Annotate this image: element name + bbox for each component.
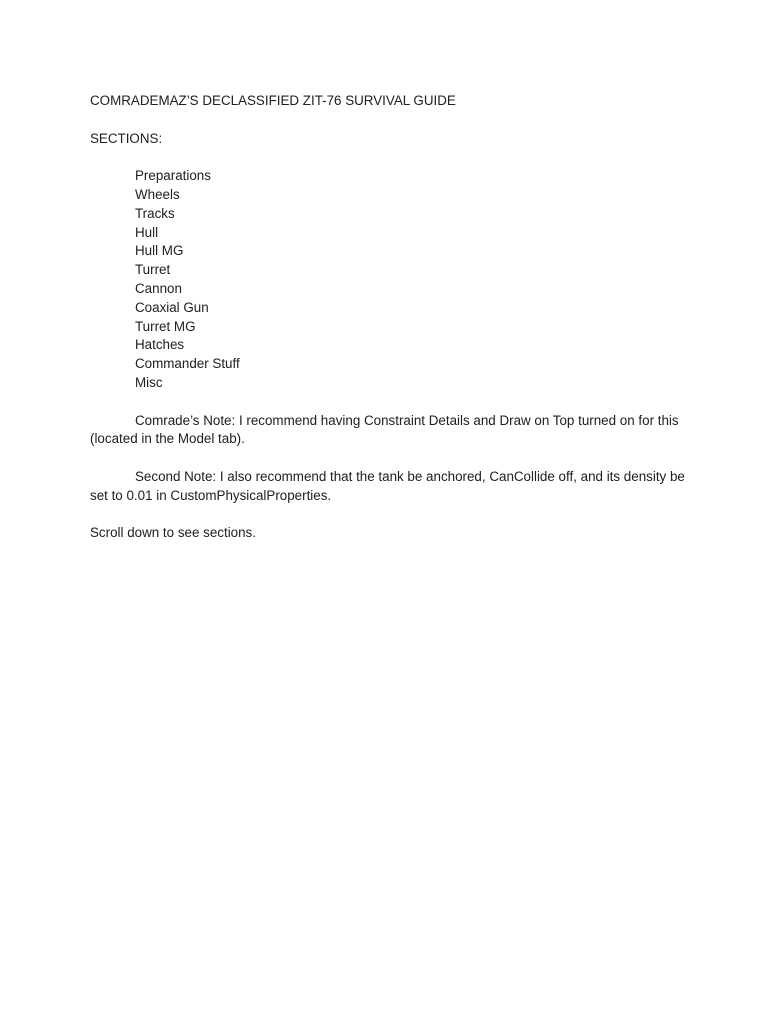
list-item-turret-mg: Turret MG <box>135 318 196 334</box>
scroll-hint: Scroll down to see sections. <box>90 525 256 541</box>
list-item-coaxial-gun: Coaxial Gun <box>135 299 209 315</box>
document-page <box>90 92 690 543</box>
list-item-misc: Misc <box>135 374 163 390</box>
list-item-preparations: Preparations <box>135 168 211 184</box>
list-item-hatches: Hatches <box>135 337 185 353</box>
sections-heading: SECTIONS: <box>90 130 163 146</box>
list-item-turret: Turret <box>135 262 171 278</box>
list-item-hull: Hull <box>135 224 159 240</box>
document-title: COMRADEMAZ’S DECLASSIFIED ZIT-76 SURVIVAL GUIDE <box>90 93 456 108</box>
list-item-cannon: Cannon <box>135 280 182 296</box>
comrades-note: Comrade’s Note: I recommend having Constraint Details and Draw on Top turned on for this (located in the Model tab). <box>90 412 679 447</box>
list-item-tracks: Tracks <box>135 205 175 221</box>
list-item-hull-mg: Hull MG <box>135 243 184 259</box>
second-note: Second Note: I also recommend that the tank be anchored, CanCollide off, and its density be set to 0.01 in CustomPhysicalProperties. <box>90 468 685 503</box>
list-item-wheels: Wheels <box>135 186 180 202</box>
list-item-commander-stuff: Commander Stuff <box>135 356 240 372</box>
section-list <box>90 167 690 393</box>
